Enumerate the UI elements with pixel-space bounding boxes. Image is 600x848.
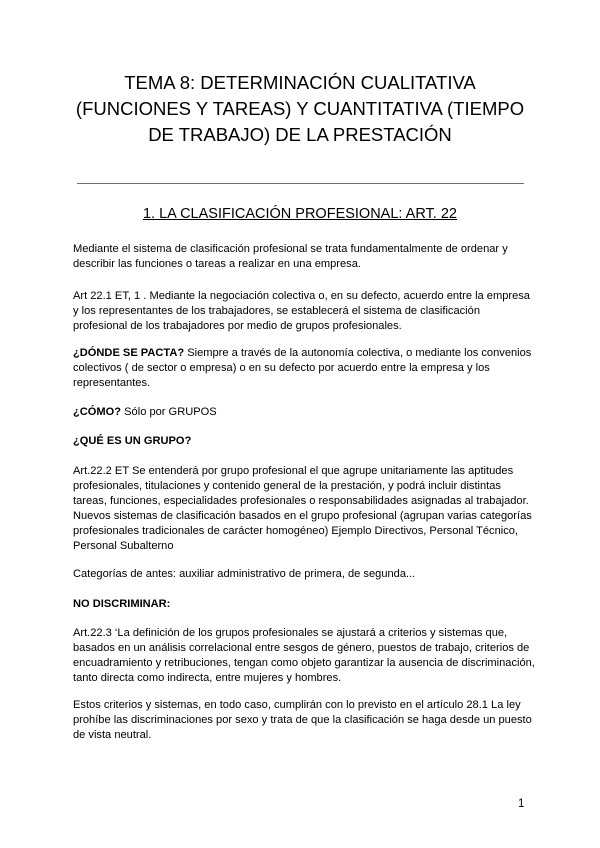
text-como: Sólo por GRUPOS xyxy=(121,406,217,418)
label-como: ¿CÓMO? xyxy=(73,406,122,418)
label-donde-se-pacta: ¿DÓNDE SE PACTA? xyxy=(73,347,185,359)
title-line: TEMA 8: DETERMINACIÓN CUALITATIVA xyxy=(124,72,476,93)
paragraph-art-22-1: Art 22.1 ET, 1 . Mediante la negociación colectiva o, en su defecto, acuerdo entre la empresa y los representantes de los trabajadores, se establecerá el sistema de clasificación profesional de los trabajadores por medio de grupos profesionales. xyxy=(73,290,530,332)
horizontal-divider xyxy=(77,183,524,184)
section-heading: 1. LA CLASIFICACIÓN PROFESIONAL: ART. 22 xyxy=(142,206,457,222)
paragraph-criterios: Estos criterios y sistemas, en todo caso, cumplirán con lo previsto en el artículo 28.1 La ley prohíbe las discriminaciones por sexo y trata de que la clasificación se haga desde un puesto de vista neutral. xyxy=(73,699,532,741)
page-number: 1 xyxy=(518,798,525,810)
paragraph-no-discriminar xyxy=(73,597,535,612)
paragraph-donde-se-pacta xyxy=(73,346,535,391)
paragraph-art-22-3: Art.22.3 ‘La definición de los grupos profesionales se ajustará a criterios y sistemas que, basados en un análisis correlacional entre sesgos de género, puestos de trabajo, criterios de encuadramiento y retribuciones, tengan como objeto garantizar la ausencia de discriminación, tanto directa como indirecta, entre mujeres y hombres. xyxy=(73,627,535,684)
label-no-discriminar: NO DISCRIMINAR: xyxy=(73,598,171,610)
paragraph-art-22-2: Art.22.2 ET Se entenderá por grupo profesional el que agrupe unitariamente las aptitudes profesionales, titulaciones y contenido general de la prestación, y podrá incluir distintas tareas, funciones, especialidades profesionales o responsabilidades asignadas al trabajador. Nuevos sistemas de clasificación basados en el grupo profesional (agrupan varias categorías profesionales tradicionales de carácter homogéneo) Ejemplo Directivos, Personal Técnico, Personal Subalterno xyxy=(73,465,532,552)
paragraph-que-es-un-grupo xyxy=(73,434,535,449)
document-title xyxy=(60,70,540,148)
paragraph-intro: Mediante el sistema de clasificación profesional se trata fundamentalmente de ordenar y describir las funciones o tareas a realizar en una empresa. xyxy=(73,243,508,270)
text-donde-se-pacta: Siempre a través de la autonomía colectiva, o mediante los convenios colectivos ( de sector o empresa) o en su defecto por acuerdo entre la empresa y los representantes. xyxy=(73,347,532,389)
title-line: (FUNCIONES Y TAREAS) Y CUANTITATIVA (TIEMPO xyxy=(75,98,525,119)
paragraph-categorias: Categorías de antes: auxiliar administrativo de primera, de segunda... xyxy=(73,568,416,580)
title-line: DE TRABAJO) DE LA PRESTACIÓN xyxy=(148,124,452,145)
paragraph-como xyxy=(73,405,535,420)
label-que-es-un-grupo: ¿QUÉ ES UN GRUPO? xyxy=(73,435,192,447)
